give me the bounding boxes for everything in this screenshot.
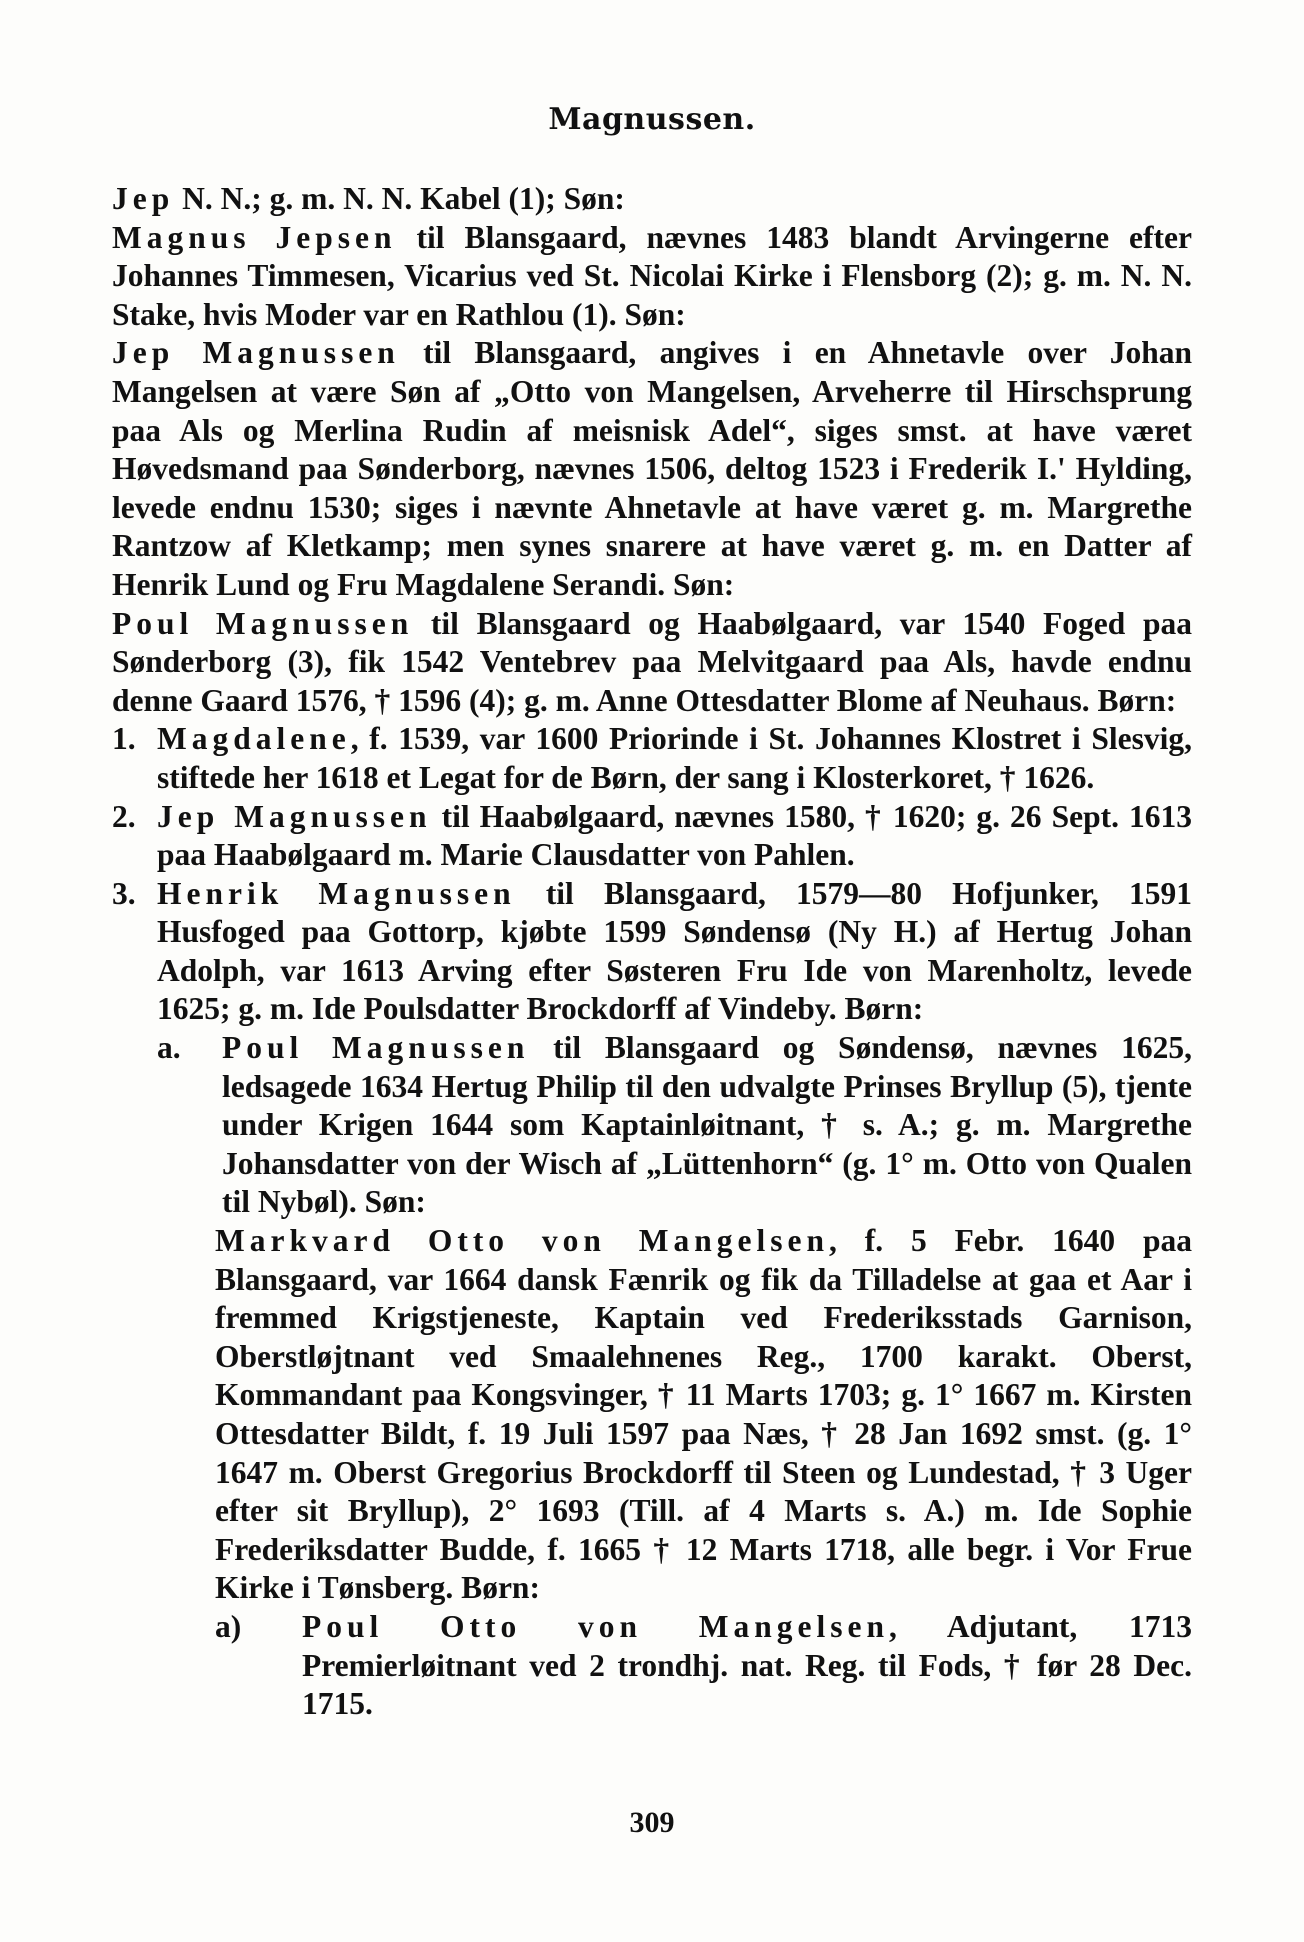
person-name: Poul Magnussen: [222, 1030, 530, 1066]
entry-text: til Haabølgaard, nævnes 1580, † 1620; g. 26 Sept. 1613 paa Haabølgaard m. Marie Clausdatter von Pahlen.: [157, 798, 1192, 873]
genealogy-text: [112, 180, 1192, 1724]
person-name: Markvard Otto von Mangelsen: [215, 1223, 830, 1259]
entry-text: til Blansgaard og Søndensø, nævnes 1625, ledsagede 1634 Hertug Philip til den udvalgte Prinses Bryllup (5), tjente under Krigen 1644 som Kaptainløitnant, † s. A.; g. m. Margrethe Johansdatter von der Wisch af „Lüttenhorn“ (g. 1° m. Otto von Qualen til Nybøl). Søn:: [222, 1030, 1192, 1220]
item-number: 3.: [112, 875, 136, 911]
person-name: Magdalene: [157, 721, 351, 757]
child-entry-2: [112, 798, 1192, 875]
person-name: Jep: [112, 181, 175, 216]
person-name: Poul Magnussen: [112, 605, 414, 641]
entry-text: , Adjutant, 1713 Premierløitnant ved 2 trondhj. nat. Reg. til Fods, † før 28 Dec. 1715.: [302, 1608, 1192, 1722]
entry-text: til Blansgaard, 1579—80 Hofjunker, 1591 Husfoged paa Gottorp, kjøbte 1599 Søndensø (Ny H.) af Hertug Johan Adolph, var 1613 Arving efter Søsteren Fru Ide von Marenholtz, levede 1625; g. m. Ide Poulsdatter Brockdorff af Vindeby. Børn:: [157, 875, 1192, 1027]
page-number: 309: [629, 1806, 675, 1839]
item-number: 1.: [112, 721, 136, 757]
entry-magnus-jepsen: [112, 219, 1192, 335]
entry-jep: [112, 180, 1192, 219]
entry-text: til Blansgaard, angives i en Ahnetavle over Johan Mangelsen at være Søn af „Otto von Mangelsen, Arveherre til Hirschsprung paa Als og Merlina Rudin af meisnisk Adel“, siges smst. at have været Høvedsmand paa Sønderborg, nævnes 1506, deltog 1523 i Frederik I.' Hylding, levede endnu 1530; siges i nævnte Ahnetavle at have været g. m. Margrethe Rantzow af Kletkamp; men synes snarere at have været g. m. en Datter af Henrik Lund og Fru Magdalene Serandi. Søn:: [112, 335, 1192, 602]
person-name: Henrik Magnussen: [157, 875, 516, 911]
item-number: a): [215, 1608, 242, 1644]
entry-text: , f. 5 Febr. 1640 paa Blansgaard, var 1664 dansk Fænrik og fik da Tilladelse at gaa et Aar i fremmed Krigstjeneste, Kaptain ved Frederiksstads Garnison, Oberstløjtnant ved Smaalehnenes Reg., 1700 karakt. Oberst, Kommandant paa Kongsvinger, † 11 Marts 1703; g. 1° 1667 m. Kirsten Ottesdatter Bildt, f. 19 Juli 1597 paa Næs, † 28 Jan 1692 smst. (g. 1° 1647 m. Oberst Gregorius Brockdorff til Steen og Lundestad, † 3 Uger efter sit Bryllup), 2° 1693 (Till. af 4 Marts s. A.) m. Ide Sophie Frederiksdatter Budde, f. 1665 † 12 Marts 1718, alle begr. i Vor Frue Kirke i Tønsberg. Børn:: [215, 1223, 1192, 1606]
entry-text: N. N.; g. m. N. N. Kabel (1); Søn:: [174, 181, 625, 216]
entry-jep-magnussen: [112, 334, 1192, 604]
grandchild-entry-a: [112, 1029, 1192, 1222]
person-name: Poul Otto von Mangelsen: [302, 1608, 889, 1644]
child-entry-3: [112, 875, 1192, 1029]
entry-poul-magnussen: [112, 605, 1192, 721]
entry-markvard-otto: [112, 1222, 1192, 1608]
item-number: 2.: [112, 798, 136, 834]
running-header: Magnussen.: [548, 102, 756, 137]
entry-text: til Blansgaard og Haabølgaard, var 1540 Foged paa Sønderborg (3), fik 1542 Ventebrev paa Melvitgaard paa Als, havde endnu denne Gaard 1576, † 1596 (4); g. m. Anne Ottesdatter Blome af Neuhaus. Børn:: [112, 605, 1192, 718]
person-name: Jep Magnussen: [157, 798, 432, 834]
person-name: Jep Magnussen: [112, 335, 400, 371]
entry-text: til Blansgaard, nævnes 1483 blandt Arvingerne efter Johannes Timmesen, Vicarius ved St. Nicolai Kirke i Flensborg (2); g. m. N. N. Stake, hvis Moder var en Rathlou (1). Søn:: [112, 219, 1192, 332]
item-number: a.: [157, 1030, 181, 1066]
child-entry-1: [112, 720, 1192, 797]
great-grandchild-entry-a: [112, 1608, 1192, 1724]
person-name: Magnus Jepsen: [112, 219, 397, 255]
entry-text: , f. 1539, var 1600 Priorinde i St. Johannes Klostret i Slesvig, stiftede her 1618 et Legat for de Børn, der sang i Klosterkoret, † 1626.: [157, 721, 1192, 795]
